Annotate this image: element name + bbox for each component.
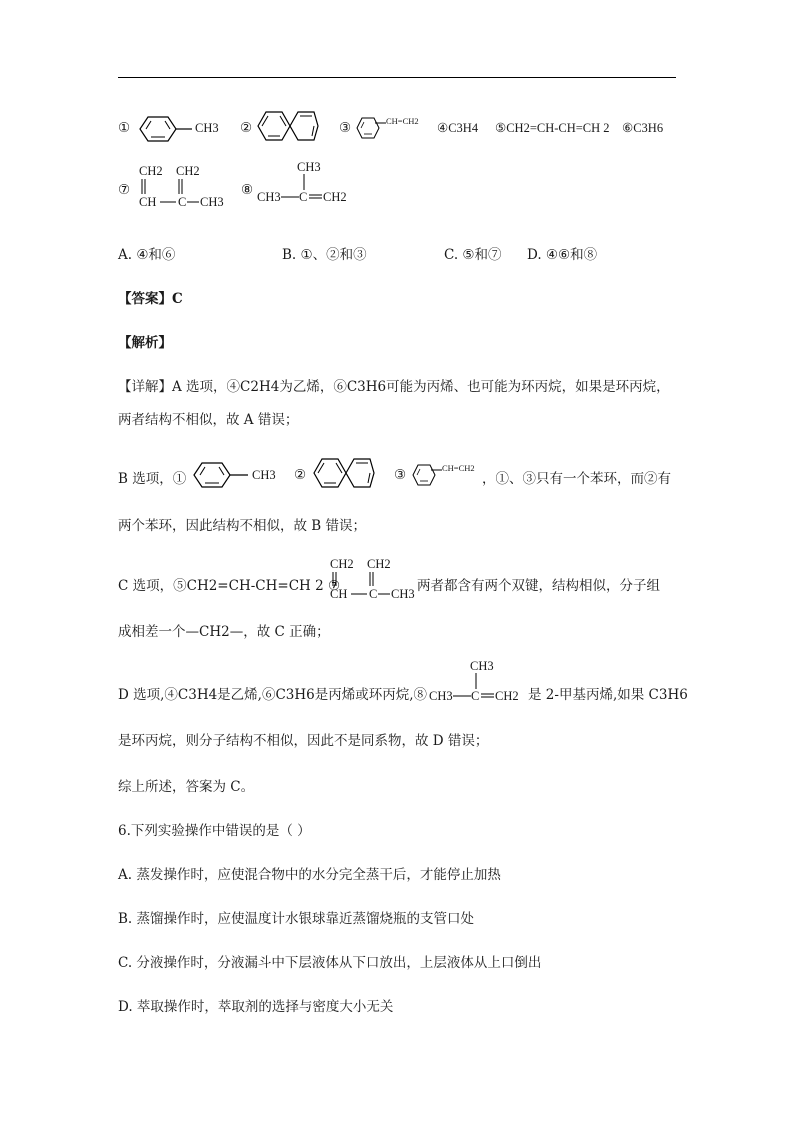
structure-8-c: C (299, 190, 308, 204)
question-6-option-a: A. 蒸发操作时，应使混合物中的水分完全蒸干后，才能停止加热 (118, 867, 501, 883)
summary: 综上所述，答案为 C。 (118, 779, 255, 795)
structure-7-number: ⑦ (118, 182, 131, 198)
c-structure-ch2-left: CH2 (330, 557, 354, 571)
structure-1-substituent: CH3 (195, 121, 219, 135)
detail-d-line-2: 是环丙烷，则分子结构不相似，因此不是同系物，故 D 错误； (118, 733, 489, 749)
d-structure-ch3-top: CH3 (470, 659, 494, 673)
d-structure-ch3: CH3 (429, 689, 453, 703)
detail-d-prefix: D 选项,④C3H4是乙烯,⑥C3H6是丙烯或环丙烷,⑧ (118, 687, 428, 703)
structure-8-ch2: CH2 (323, 190, 347, 204)
structure-5-formula: ⑤CH2=CH-CH=CH 2 (495, 121, 610, 135)
answer-label: 【答案】C (118, 291, 183, 307)
question-6-stem: 6.下列实验操作中错误的是（ ） (118, 823, 311, 839)
styrene-structure (354, 113, 386, 143)
styrene-structure-inline (410, 460, 442, 490)
structure-7-bonds (138, 178, 188, 196)
structure-7-ch2-right: CH2 (176, 164, 200, 178)
c-structure-double-bonds (329, 571, 379, 587)
detail-a-line-1: 【详解】A 选项，④C2H4为乙烯，⑥C3H6可能为丙烯、也可能为环丙烷，如果是环丙烷， (118, 379, 670, 395)
c-structure-ch: CH (330, 587, 348, 601)
structure-4-formula: ④C3H4 (437, 121, 479, 135)
detail-b-number-2: ② (294, 467, 307, 483)
option-b: B. ①、②和③ (282, 247, 367, 263)
structure-3-number: ③ (339, 120, 352, 136)
structure-8-number: ⑧ (241, 182, 254, 198)
detail-c-suffix: 两者都含有两个双键，结构相似，分子组 (417, 578, 660, 594)
header-rule (118, 77, 676, 78)
detail-b-line-2: 两个苯环，因此结构不相似，故 B 错误； (118, 518, 367, 534)
question-6-option-c: C. 分液操作时，分液漏斗中下层液体从下口放出，上层液体从上口倒出 (118, 955, 542, 971)
structure-6-formula: ⑥C3H6 (622, 121, 664, 135)
structure-8-ch3-top: CH3 (297, 160, 321, 174)
c-structure-c: C (369, 587, 378, 601)
option-d: D. ④⑥和⑧ (527, 247, 598, 263)
structure-8-ch3: CH3 (257, 190, 281, 204)
d-structure-c: C (471, 689, 480, 703)
naphthalene-structure (256, 105, 320, 147)
detail-c-line-2: 成相差一个—CH2—，故 C 正确； (118, 624, 330, 640)
question-6-option-b: B. 蒸馏操作时，应使温度计水银球靠近蒸馏烧瓶的支管口处 (118, 911, 475, 927)
detail-b-number-3: ③ (394, 467, 407, 483)
structure-7-ch2-left: CH2 (139, 164, 163, 178)
structure-7-c: C (178, 195, 187, 209)
d-structure-ch2: CH2 (495, 689, 519, 703)
c-structure-ch2-right: CH2 (367, 557, 391, 571)
toluene-inline-ch3: CH3 (252, 468, 276, 482)
structure-7-ch3: CH3 (200, 195, 224, 209)
question-6-option-d: D. 萃取操作时，萃取剂的选择与密度大小无关 (118, 999, 394, 1015)
detail-b-prefix: B 选项，① (118, 471, 187, 487)
detail-c-prefix: C 选项，⑤CH2=CH-CH=CH 2 ⑦ (118, 578, 341, 594)
detail-d-suffix: 是 2-甲基丙烯,如果 C3H6 (528, 687, 688, 703)
detail-b-suffix: ，①、③只有一个苯环，而②有 (482, 471, 671, 487)
detail-a-line-2: 两者结构不相似，故 A 错误； (118, 412, 299, 428)
naphthalene-structure-inline (312, 452, 376, 494)
structure-2-number: ② (240, 120, 253, 136)
structure-3-substituent: CH=CH2 (386, 116, 419, 126)
structure-7-ch: CH (139, 195, 157, 209)
analysis-label: 【解析】 (118, 335, 172, 351)
option-a: A. ④和⑥ (118, 247, 176, 263)
option-c: C. ⑤和⑦ (444, 247, 502, 263)
styrene-inline-substituent: CH=CH2 (442, 463, 475, 473)
structure-1-number: ① (118, 120, 131, 136)
c-structure-ch3: CH3 (391, 587, 415, 601)
